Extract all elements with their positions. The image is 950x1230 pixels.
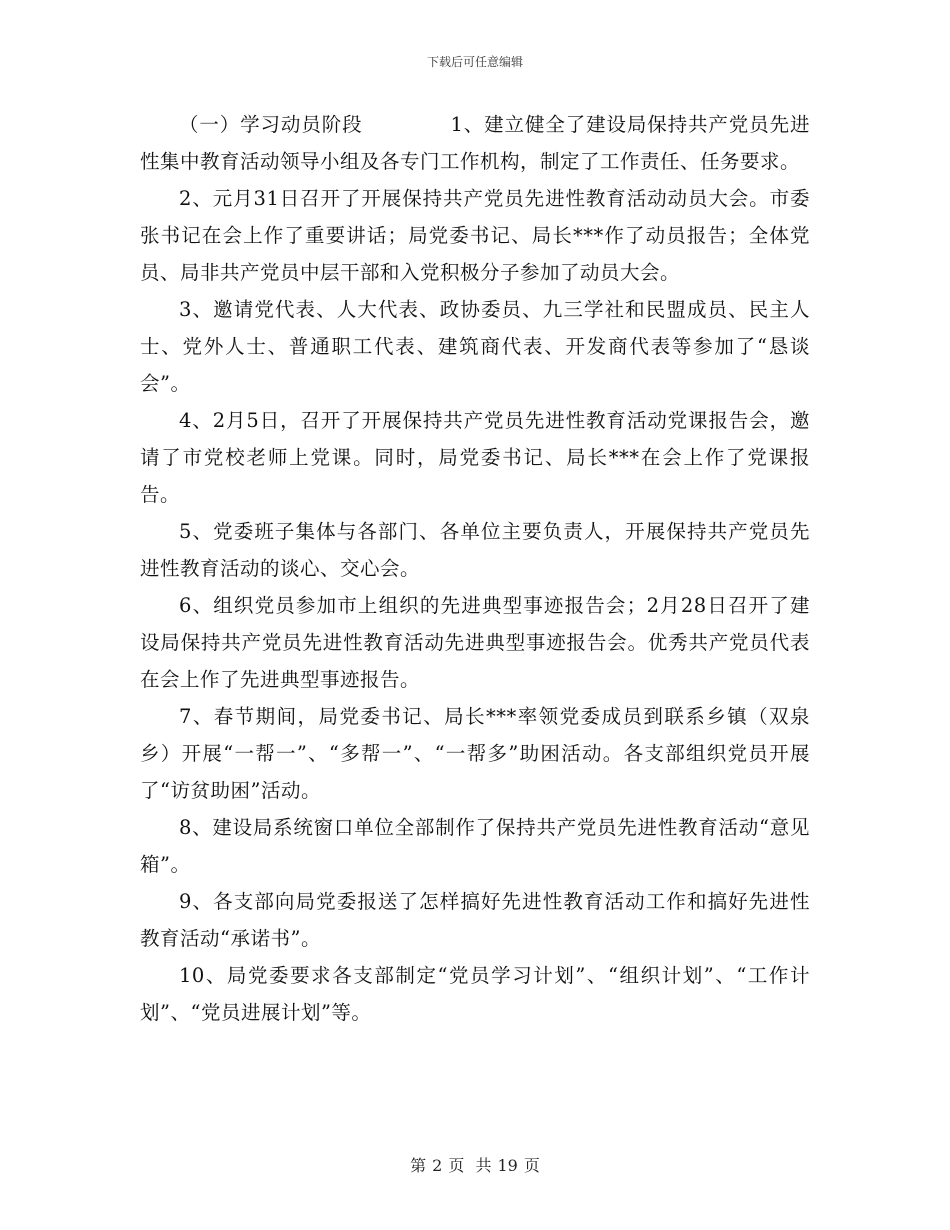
list-item: 3、邀请党代表、人大代表、政协委员、九三学社和民盟成员、民主人士、党外人士、普通职工代表、建筑商代表、开发商代表等参加了“恳谈会”。: [140, 298, 810, 395]
section-heading: （一）学习动员阶段: [179, 113, 363, 136]
footer-prefix: 第: [410, 1156, 427, 1175]
page-header-note: 下载后可任意编辑: [426, 55, 523, 69]
list-item: 7、春节期间，局党委书记、局长***率领党委成员到联系乡镇（双泉乡）开展“一帮一”、“多帮一”、“一帮多”助困活动。各支部组织党员开展了“访贫助困”活动。: [140, 705, 810, 802]
list-item: 1、建立健全了建设局保持共产党员先进性集中教育活动领导小组及各专门工作机构，制定了工作责任、任务要求。: [140, 113, 810, 173]
page-number: 2: [432, 1156, 443, 1175]
list-item: 8、建设局系统窗口单位全部制作了保持共产党员先进性教育活动“意见箱”。: [140, 816, 810, 876]
footer-middle: 页 共: [448, 1156, 492, 1175]
section-paragraph: [140, 106, 810, 180]
list-item: 9、各支部向局党委报送了怎样搞好先进性教育活动工作和搞好先进性教育活动“承诺书”。: [140, 890, 810, 950]
total-pages: 19: [497, 1156, 518, 1175]
list-item: 10、局党委要求各支部制定“党员学习计划”、“组织计划”、“工作计划”、“党员进展计划”等。: [140, 964, 810, 1024]
list-item: 6、组织党员参加市上组织的先进典型事迹报告会；2月28日召开了建设局保持共产党员先进性教育活动先进典型事迹报告会。优秀共产党员代表在会上作了先进典型事迹报告。: [140, 594, 810, 691]
page-footer: [0, 1153, 950, 1176]
list-item: 2、元月31日召开了开展保持共产党员先进性教育活动动员大会。市委张书记在会上作了重要讲话；局党委书记、局长***作了动员报告；全体党员、局非共产党员中层干部和入党积极分子参加了动员大会。: [140, 187, 810, 284]
list-item: 4、2月5日，召开了开展保持共产党员先进性教育活动党课报告会，邀请了市党校老师上党课。同时，局党委书记、局长***在会上作了党课报告。: [140, 409, 810, 506]
document-body: [140, 106, 810, 1031]
list-item: 5、党委班子集体与各部门、各单位主要负责人，开展保持共产党员先进性教育活动的谈心、交心会。: [140, 520, 810, 580]
footer-suffix: 页: [523, 1156, 540, 1175]
